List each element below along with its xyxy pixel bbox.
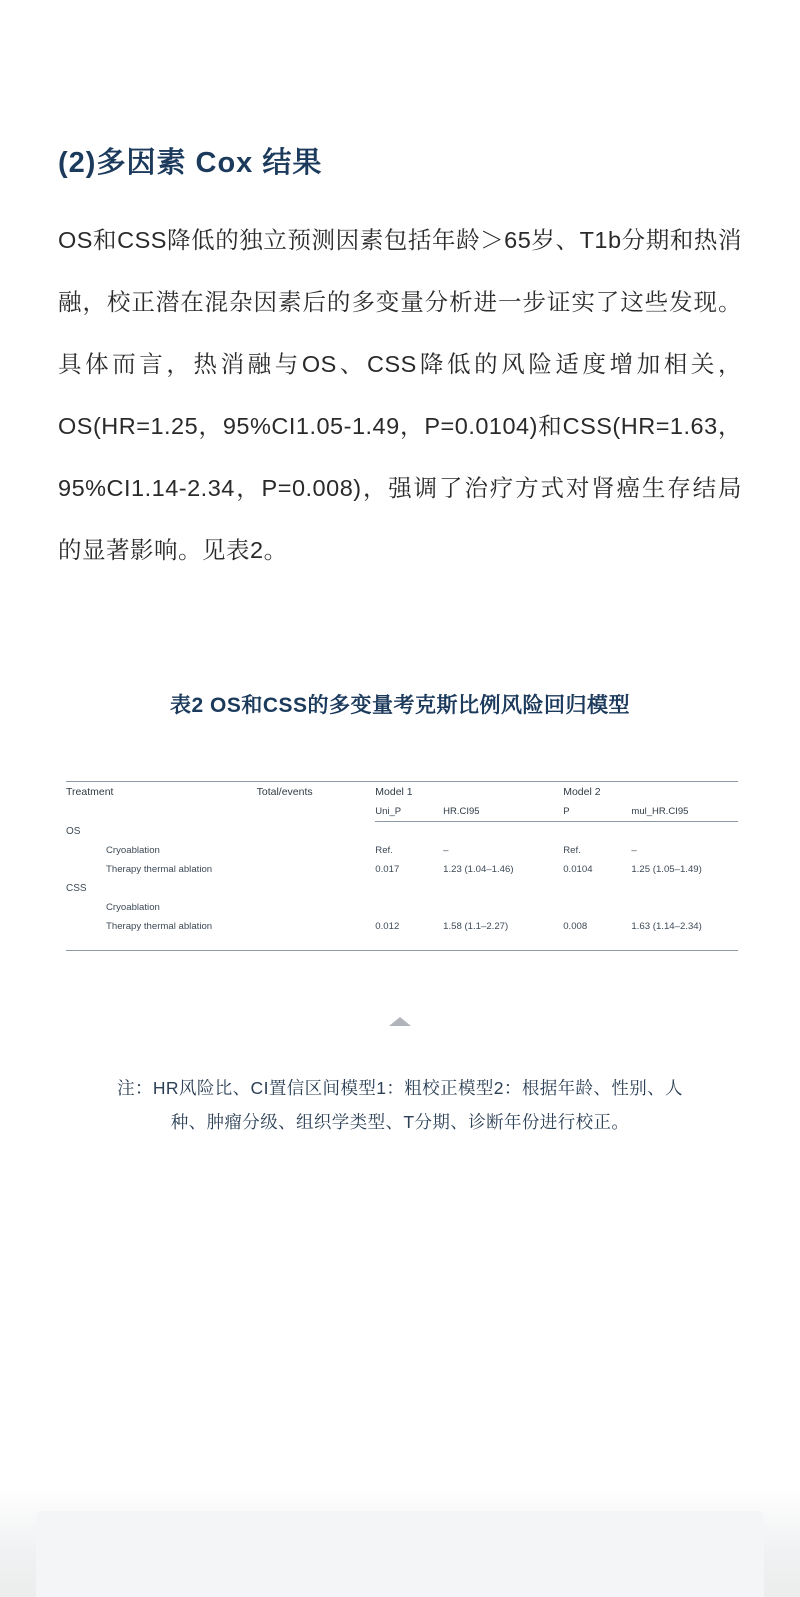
header-total-events: Total/events [257,782,376,803]
content-area [0,140,800,1139]
cox-regression-table [66,781,738,951]
header-p: P [563,802,631,822]
cell-hr-ci95: – [443,845,449,856]
table-caption: 表2 OS和CSS的多变量考克斯比例风险回归模型 [169,694,631,717]
table-group-css [66,879,738,898]
cell-p: 0.0104 [563,864,593,875]
cell-hr-ci95 [443,898,563,917]
body-paragraph: OS和CSS降低的独立预测因素包括年龄＞65岁、T1b分期和热消融，校正潜在混杂因素后的多变量分析进一步证实了这些发现。具体而言，热消融与OS、CSS降低的风险适度增加相关，OS(HR=1.25，95%CI1.05-1.49，P=0.0104)和CSS(HR=1.63，95%CI1.14-2.34，P=0.008)，强调了治疗方式对肾癌生存结局的显著影响。见表2。 [58,227,742,563]
table-row [66,898,738,917]
cell-p: 0.008 [563,921,588,932]
group-label-css: CSS [66,883,87,894]
cell-treatment: Cryoablation [106,902,160,913]
cell-total-events [257,860,376,879]
cell-treatment: Therapy thermal ablation [106,921,213,932]
table-bottom-rule [66,936,738,951]
cell-hr-ci95: 1.58 (1.1–2.27) [443,921,509,932]
header-mul-hr-ci95: mul_HR.CI95 [631,802,738,822]
cell-mul-hr-ci95 [631,898,738,917]
table-group-os [66,822,738,842]
table-container [58,781,742,951]
cell-hr-ci95: 1.23 (1.04–1.46) [443,864,514,875]
table-footnote: 注：HR风险比、CI置信区间模型1：粗校正模型2：根据年龄、性别、人种、肿瘤分级、组织学类型、T分期、诊断年份进行校正。 [117,1078,683,1132]
header-model-1: Model 1 [375,782,563,803]
cell-treatment: Therapy thermal ablation [106,864,213,875]
table-row [66,860,738,879]
page-title: (2)多因素 Cox 结果 [58,147,323,179]
table-row [66,917,738,936]
cell-uni-p: 0.017 [375,864,400,875]
document-page [0,140,800,1597]
header-hr-ci95: HR.CI95 [443,802,563,822]
footer-gradient-band [0,1487,800,1597]
cell-total-events [257,898,376,917]
cell-total-events [257,917,376,936]
header-model-2: Model 2 [563,782,738,803]
cell-mul-hr-ci95: 1.63 (1.14–2.34) [631,921,702,932]
cell-treatment: Cryoablation [106,845,160,856]
cell-total-events [257,841,376,860]
table-header-row-sub [66,802,738,822]
table-header-row-top [66,782,738,803]
cell-mul-hr-ci95: – [631,845,637,856]
table-row [66,841,738,860]
collapse-control[interactable] [58,1013,742,1031]
cell-uni-p: Ref. [375,845,393,856]
header-uni-p: Uni_P [375,802,443,822]
header-treatment: Treatment [66,782,257,803]
cell-uni-p [375,898,443,917]
group-label-os: OS [66,826,81,837]
footer-card [36,1511,764,1597]
header-blank-2 [257,802,376,822]
cell-p: Ref. [563,845,581,856]
header-blank-1 [66,802,257,822]
cell-p [563,898,631,917]
cell-mul-hr-ci95: 1.25 (1.05–1.49) [631,864,702,875]
triangle-up-icon[interactable] [389,1017,411,1026]
cell-uni-p: 0.012 [375,921,400,932]
